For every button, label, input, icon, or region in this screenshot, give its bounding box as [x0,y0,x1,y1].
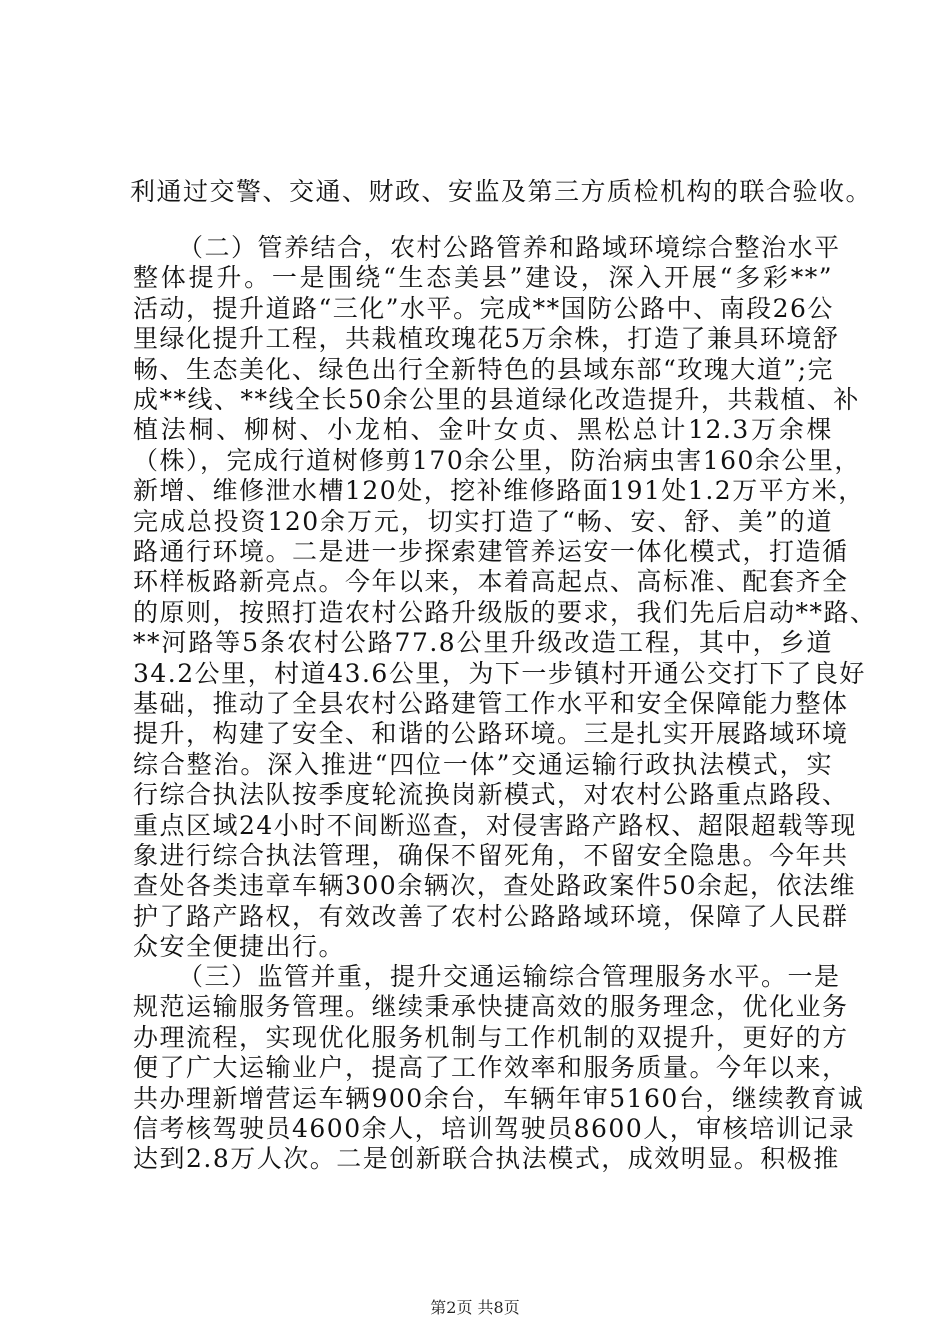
paragraph-3-line: 信考核驾驶员4600余人，培训驾驶员8600人，审核培训记录 [133,1114,856,1143]
paragraph-2-line: 象进行综合执法管理，确保不留死角，不留安全隐患。今年共 [133,841,849,870]
paragraph-2-line: 完成总投资120余万元，切实打造了“畅、安、舒、美”的道 [133,506,833,536]
paragraph-3-line: 便了广大运输业户，提高了工作效率和服务质量。今年以来， [133,1053,849,1083]
paragraph-3-line: 达到2.8万人次。二是创新联合执法模式，成效明显。积极推 [133,1144,840,1174]
paragraph-2-line: 路通行环境。二是进一步探索建管养运安一体化模式，打造循 [133,537,849,566]
paragraph-2-line: 植法桐、柳树、小龙柏、金叶女贞、黑松总计12.3万余棵 [133,415,833,445]
page-footer: 第2页 共8页 [430,1298,520,1317]
paragraph-2-line: 整体提升。一是围绕“生态美县”建设，深入开展“多彩**” [133,263,833,293]
paragraph-2-line: 综合整治。深入推进“四位一体”交通运输行政执法模式，实 [133,749,833,779]
paragraph-2-line: 环样板路新亮点。今年以来，本着高起点、高标准、配套齐全 [133,567,849,597]
paragraph-2-line: 提升，构建了安全、和谐的公路环境。三是扎实开展路域环境 [133,719,849,749]
paragraph-3-line: 规范运输服务管理。继续秉承快捷高效的服务理念，优化业务 [133,992,849,1022]
paragraph-2-line: 成**线、**线全长50余公里的县道绿化改造提升，共栽植、补 [133,385,860,414]
paragraph-2-line: **河路等5条农村公路77.8公里升级改造工程，其中，乡道 [133,628,833,658]
paragraph-3-line: （三）监管并重，提升交通运输综合管理服务水平。一是 [178,962,841,991]
paragraph-3-line: 办理流程，实现优化服务机制与工作机制的双提升，更好的方 [133,1022,849,1052]
paragraph-2-line: 34.2公里，村道43.6公里，为下一步镇村开通公交打下了良好 [133,658,866,688]
paragraph-2-line: 众安全便捷出行。 [133,932,346,962]
paragraph-2-line: 护了路产路权，有效改善了农村公路路域环境，保障了人民群 [133,901,849,931]
paragraph-2-line: 畅、生态美化、绿色出行全新特色的县域东部“玫瑰大道”;完 [133,354,834,384]
text-line-continuation: 利通过交警、交通、财政、安监及第三方质检机构的联合验收。 [130,177,873,206]
paragraph-2-line: 活动，提升道路“三化”水平。完成**国防公路中、南段26公 [133,293,834,323]
paragraph-2-line: 查处各类违章车辆300余辆次，查处路政案件50余起，依法维 [133,871,857,901]
paragraph-2-line: 新增、维修泄水槽120处，挖补维修路面191处1.2万平方米， [133,476,865,506]
paragraph-2-line: 基础，推动了全县农村公路建管工作水平和安全保障能力整体 [133,689,849,718]
paragraph-2-line: （二）管养结合，农村公路管养和路域环境综合整治水平 [178,233,841,262]
paragraph-2-line: 重点区域24小时不间断巡查，对侵害路产路权、超限超载等现 [133,810,857,840]
paragraph-3-line: 共办理新增营运车辆900余台，车辆年审5160台，继续教育诚 [133,1083,865,1113]
paragraph-2-line: 的原则，按照打造农村公路升级版的要求，我们先后启动**路、 [133,597,877,627]
paragraph-2-line: （株），完成行道树修剪170余公里，防治病虫害160余公里， [133,445,861,475]
paragraph-2-line: 里绿化提升工程，共栽植玫瑰花5万余株，打造了兼具环境舒 [133,324,840,354]
paragraph-2-line: 行综合执法队按季度轮流换岗新模式，对农村公路重点路段、 [133,780,849,810]
